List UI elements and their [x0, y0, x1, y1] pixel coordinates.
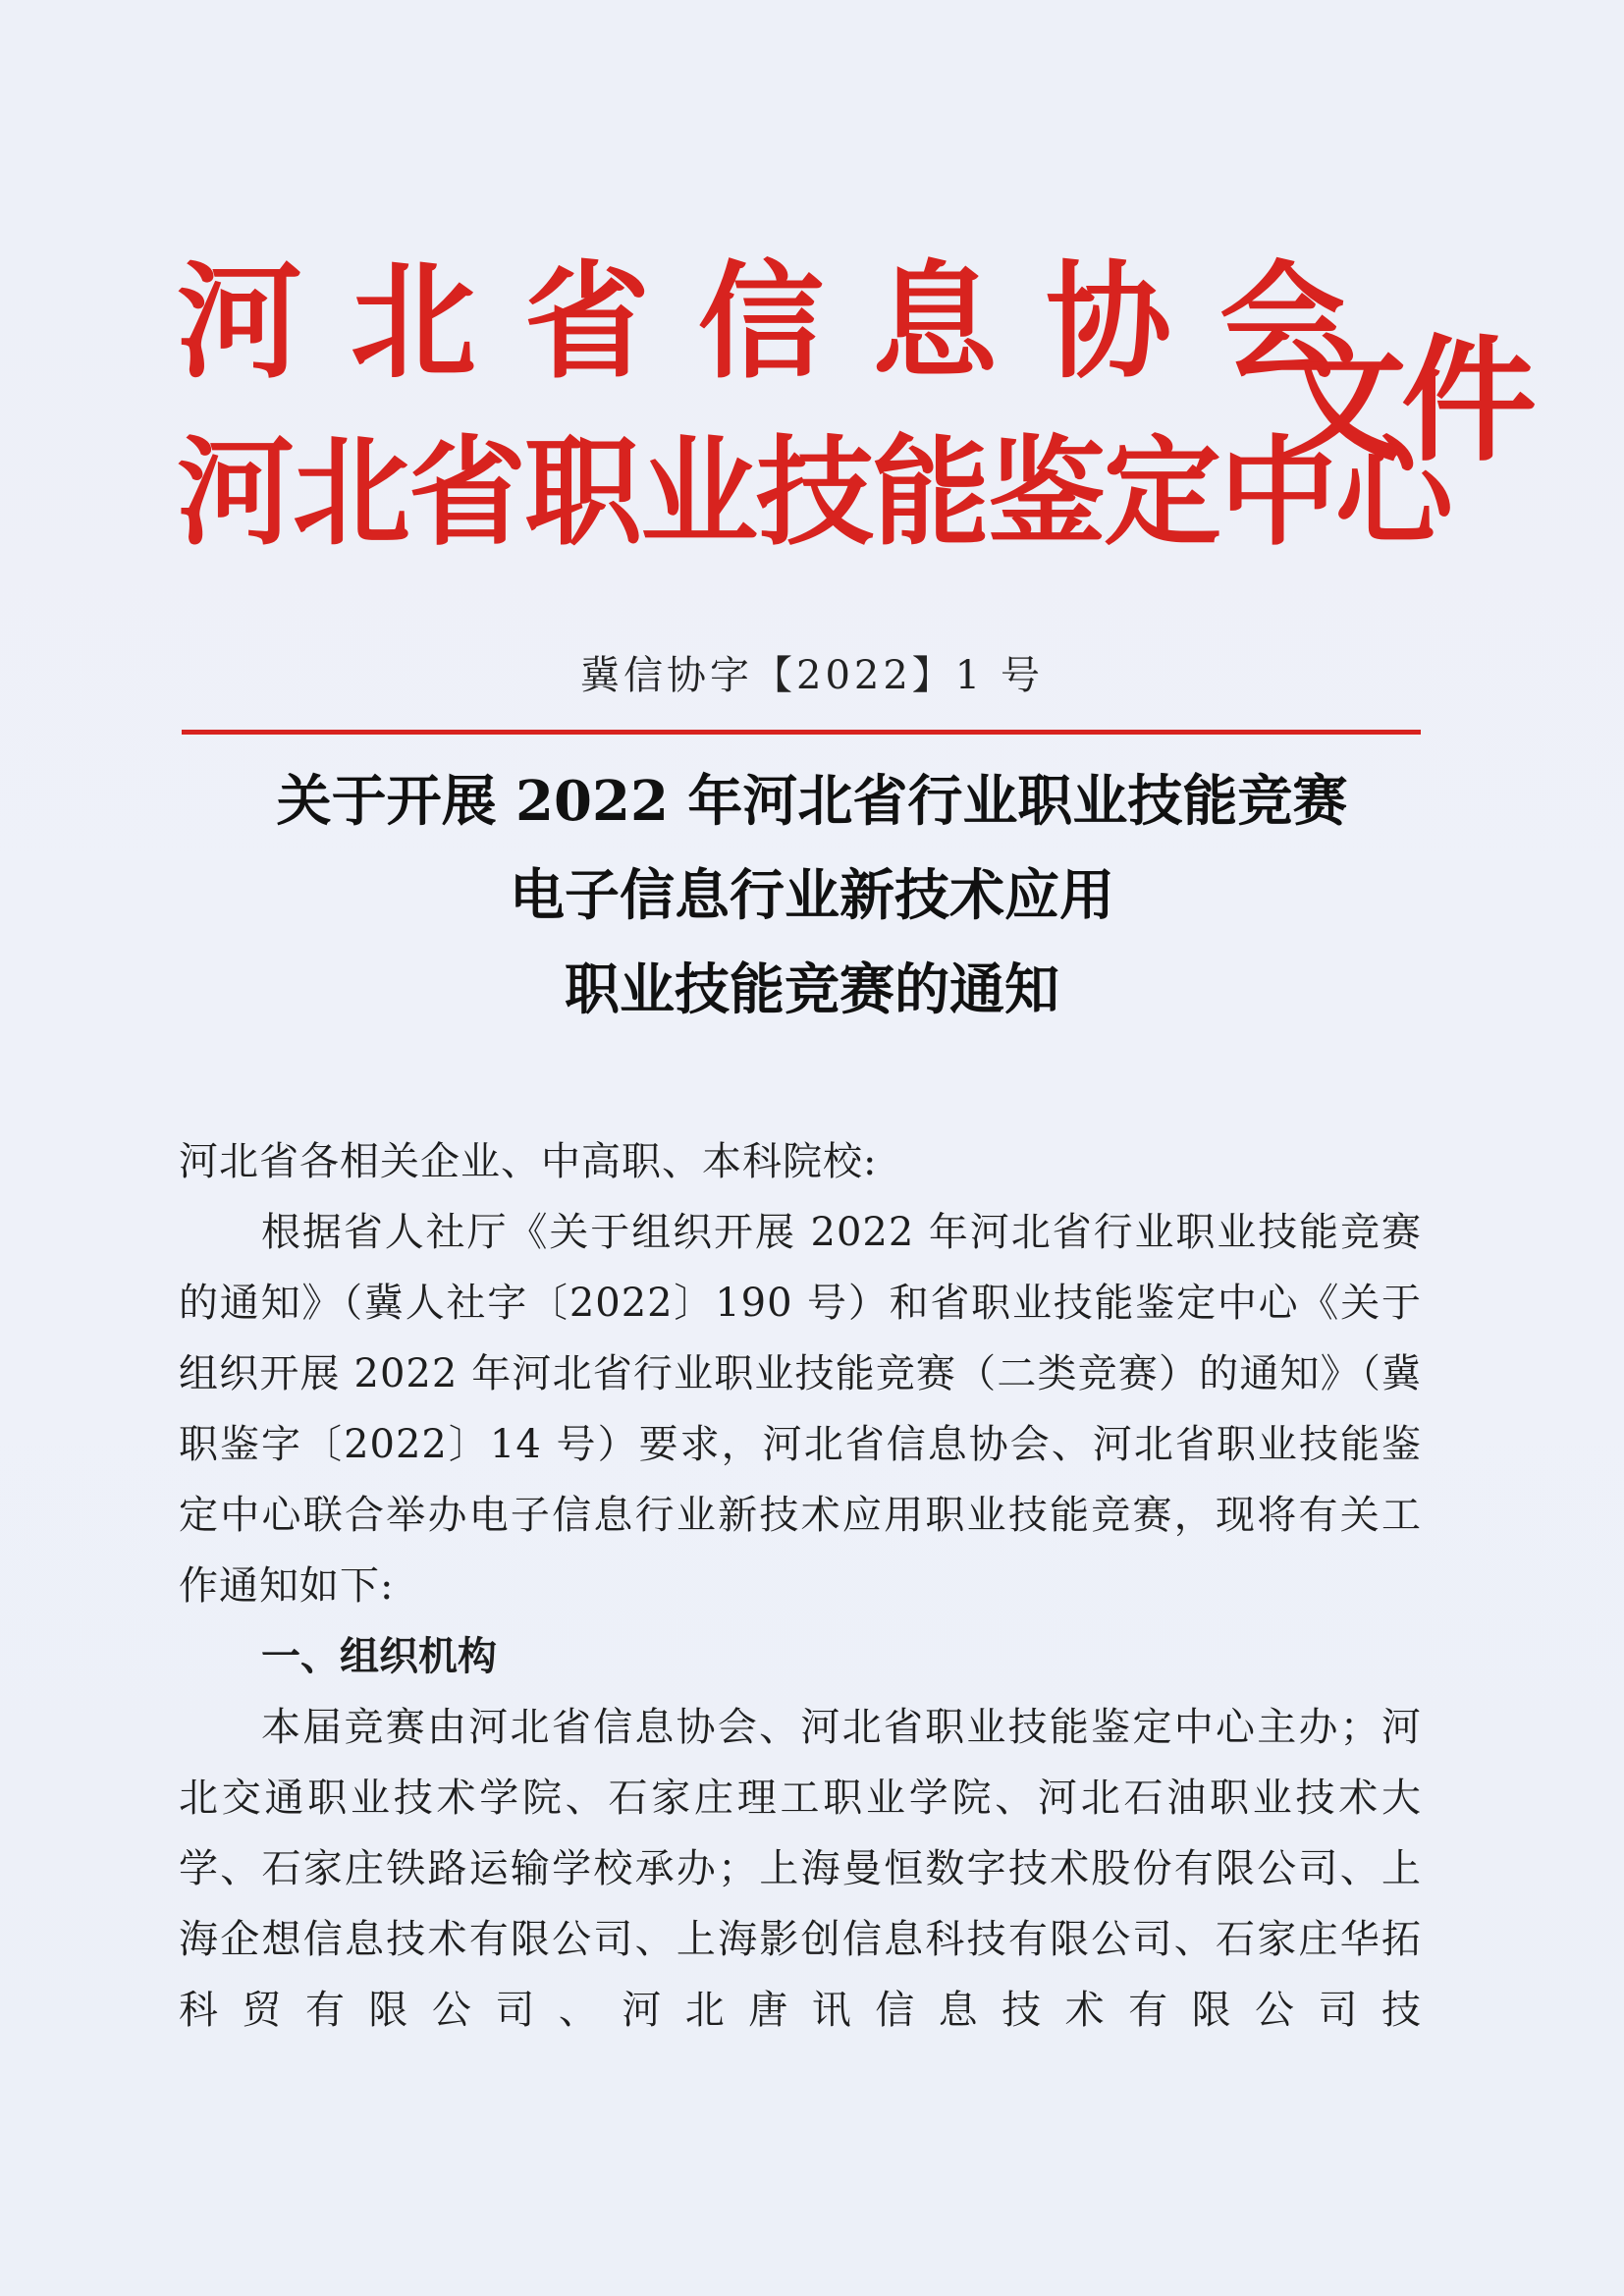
intro-paragraph: 根据省人社厅《关于组织开展 2022 年河北省行业职业技能竞赛的通知》（冀人社字〔2022〕190 号）和省职业技能鉴定中心《关于组织开展 2022 年河北省行业职业技能竞赛（二类竞赛）的通知》（冀职鉴字〔2022〕14 号）要求，河北省信息协会、河北省职业技能鉴定中心联合举办电子信息行业新技术应用职业技能竞赛，现将有关工作通知如下:	[179, 1210, 1422, 1609]
document-suffix: 文件	[1272, 322, 1532, 480]
issuer-name-1: 河北省信息协会	[177, 249, 1394, 396]
red-divider-line	[182, 730, 1421, 735]
document-title	[0, 754, 1624, 1037]
document-number: 冀信协字【2022】1 号	[580, 653, 1044, 698]
red-masthead	[177, 249, 1532, 594]
salutation: 河北省各相关企业、中高职、本科院校:	[179, 1139, 878, 1184]
title-line-1: 关于开展 2022 年河北省行业职业技能竞赛	[276, 769, 1348, 834]
section-paragraph: 本届竞赛由河北省信息协会、河北省职业技能鉴定中心主办；河北交通职业技术学院、石家庄理工职业学院、河北石油职业技术大学、石家庄铁路运输学校承办；上海曼恒数字技术股份有限公司、上海企想信息技术有限公司、上海影创信息科技有限公司、石家庄华拓科贸有限公司、河北唐讯信息技术有限公司技	[179, 1705, 1422, 2033]
title-line-2: 电子信息行业新技术应用	[510, 863, 1114, 928]
section-heading: 一、组织机构	[261, 1634, 497, 1679]
issuer-name-2: 河北省职业技能鉴定中心	[177, 425, 1451, 562]
title-line-3: 职业技能竞赛的通知	[565, 957, 1059, 1022]
document-body	[179, 1126, 1422, 2046]
